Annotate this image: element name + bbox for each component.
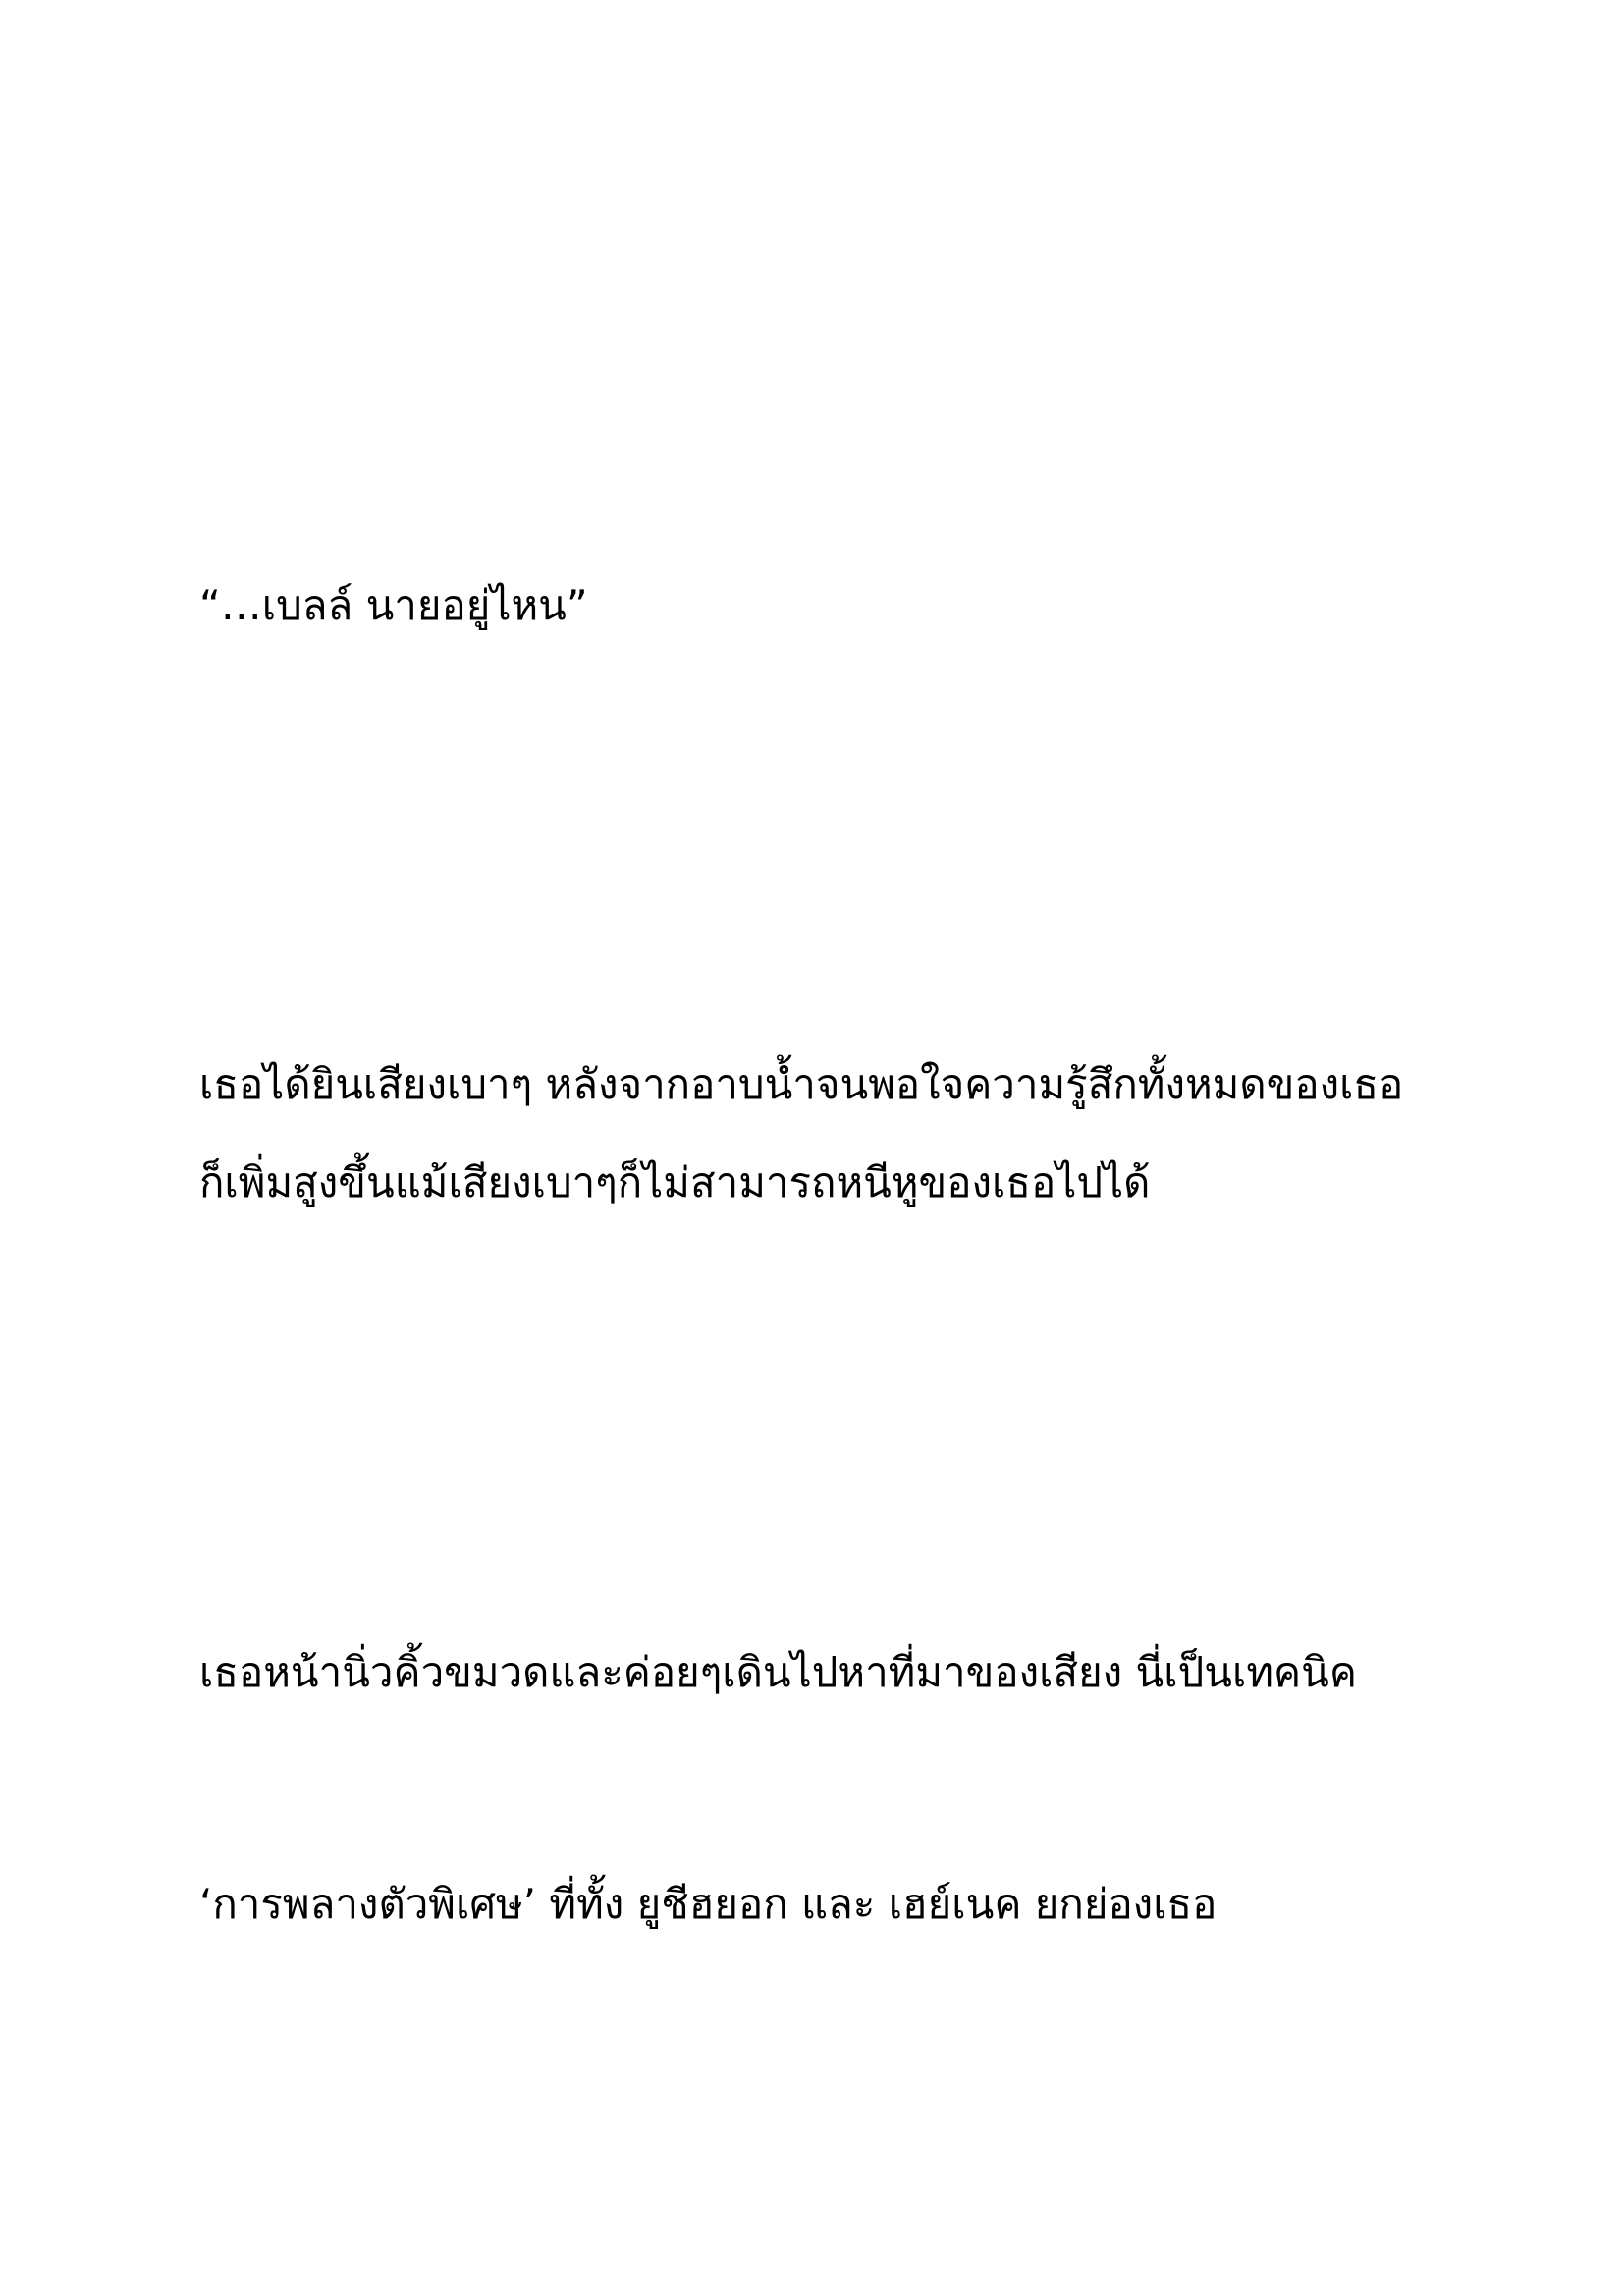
text-line: “…เบลล์ นายอยู่ไหน” (199, 581, 588, 629)
text-line: เธอหน้านิ่วคิ้วขมวดและค่อยๆเดินไปหาที่มาของเสียง นี่เป็นเทคนิค (199, 1648, 1357, 1696)
text-line: ‘การพลางตัวพิเศษ’ ที่ทั้ง ยูชีฮยอก และ เฮย์เนค ยกย่องเธอ (199, 1880, 1218, 1928)
text-line: เธอได้ยินเสียงเบาๆ หลังจากอาบน้ำจนพอใจความรู้สึกทั้งหมดของเธอ (199, 1060, 1404, 1108)
narration-paragraph (199, 1624, 1357, 1722)
text-line: ก็เพิ่มสูงขึ้นแม้เสียงเบาๆก็ไม่สามารถหนีหูของเธอไปได้ (199, 1158, 1151, 1206)
narration-paragraph (199, 1855, 1217, 1953)
narration-paragraph (199, 1036, 1403, 1232)
dialogue-paragraph (199, 557, 588, 655)
